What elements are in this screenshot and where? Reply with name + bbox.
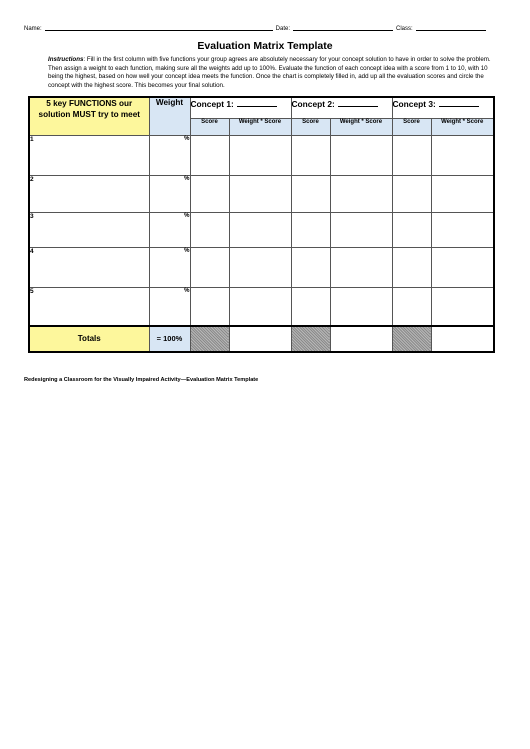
shaded-cell	[291, 326, 330, 352]
row-number: 3	[30, 213, 34, 220]
functions-header: 5 key FUNCTIONS our solution MUST try to meet	[29, 97, 149, 136]
function-cell[interactable]	[29, 176, 149, 213]
score-cell[interactable]	[291, 248, 330, 288]
score-cell[interactable]	[291, 176, 330, 213]
weight-header: Weight	[149, 97, 190, 136]
table-row	[29, 213, 494, 248]
percent-sign: %	[184, 213, 190, 219]
weight-score-cell[interactable]	[330, 213, 392, 248]
weight-score-cell[interactable]	[229, 176, 291, 213]
concept-2-weight-score-header: Weight * Score	[330, 119, 392, 136]
score-cell[interactable]	[392, 248, 431, 288]
page-title: Evaluation Matrix Template	[197, 40, 333, 52]
instructions	[48, 56, 500, 90]
weight-score-cell[interactable]	[330, 136, 392, 176]
row-number: 5	[30, 288, 34, 295]
percent-sign: %	[184, 176, 190, 182]
class-label: Class:	[396, 26, 413, 32]
shaded-cell	[190, 326, 229, 352]
name-label: Name:	[24, 26, 42, 32]
totals-row	[29, 326, 494, 352]
concept-1-weight-score-header: Weight * Score	[229, 119, 291, 136]
weight-score-cell[interactable]	[431, 248, 494, 288]
concept-1-score-header: Score	[190, 119, 229, 136]
concept-1-label: Concept 1:	[190, 99, 234, 109]
score-cell[interactable]	[291, 288, 330, 326]
score-cell[interactable]	[392, 213, 431, 248]
table-row	[29, 176, 494, 213]
concept-3-header[interactable]	[392, 97, 494, 119]
weight-score-cell[interactable]	[229, 136, 291, 176]
instructions-label: Instructions	[48, 56, 84, 63]
table-row	[29, 136, 494, 176]
score-cell[interactable]	[291, 213, 330, 248]
evaluation-matrix	[28, 96, 495, 353]
header-fields	[24, 24, 494, 32]
weight-score-cell[interactable]	[229, 288, 291, 326]
table-row	[29, 248, 494, 288]
score-cell[interactable]	[190, 288, 229, 326]
score-cell[interactable]	[190, 248, 229, 288]
score-cell[interactable]	[190, 213, 229, 248]
class-field[interactable]	[416, 24, 486, 31]
instructions-text: : Fill in the first column with five functions your group agrees are absolutely necessary for your concept solution to have in order to solve the problem. Then assign a weight to each function, making sure all the weights add up to 100%. Evaluate the function of each concept idea with a score from 1 to 10, with 10 being the highest, based on how well your concept idea meets the function. Once the chart is completely filled in, add up all the evaluation scores and circle the concept with the highest score. This becomes your final solution.	[48, 56, 491, 89]
score-cell[interactable]	[190, 176, 229, 213]
totals-label: Totals	[29, 326, 149, 352]
name-field[interactable]	[45, 24, 273, 31]
date-label: Date:	[275, 26, 291, 32]
row-number: 4	[30, 248, 34, 255]
score-cell[interactable]	[392, 288, 431, 326]
percent-sign: %	[184, 288, 190, 294]
concept-3-label: Concept 3:	[392, 99, 436, 109]
concept-1-header[interactable]	[190, 97, 291, 119]
concept-3-weight-score-header: Weight * Score	[431, 119, 494, 136]
weight-score-cell[interactable]	[330, 248, 392, 288]
function-cell[interactable]	[29, 136, 149, 176]
weight-cell[interactable]	[149, 176, 190, 213]
weight-score-cell[interactable]	[431, 176, 494, 213]
score-cell[interactable]	[392, 176, 431, 213]
concept-2-score-header: Score	[291, 119, 330, 136]
row-number: 1	[30, 136, 34, 143]
concept-3-score-header: Score	[392, 119, 431, 136]
weight-score-cell[interactable]	[431, 288, 494, 326]
footer-caption: Redesigning a Classroom for the Visually Impaired Activity—Evaluation Matrix Template	[24, 377, 259, 383]
weight-cell[interactable]	[149, 136, 190, 176]
shaded-cell	[392, 326, 431, 352]
score-cell[interactable]	[190, 136, 229, 176]
weight-score-cell[interactable]	[330, 176, 392, 213]
concept-1-name-blank[interactable]	[237, 98, 277, 107]
concept-3-total-cell[interactable]	[431, 326, 494, 352]
totals-weight: = 100%	[149, 326, 190, 352]
concept-2-label: Concept 2:	[291, 99, 335, 109]
table-row	[29, 288, 494, 326]
function-cell[interactable]	[29, 213, 149, 248]
row-number: 2	[30, 176, 34, 183]
concept-2-header[interactable]	[291, 97, 392, 119]
weight-cell[interactable]	[149, 248, 190, 288]
weight-cell[interactable]	[149, 288, 190, 326]
score-cell[interactable]	[392, 136, 431, 176]
percent-sign: %	[184, 248, 190, 254]
weight-score-cell[interactable]	[229, 248, 291, 288]
score-cell[interactable]	[291, 136, 330, 176]
weight-cell[interactable]	[149, 213, 190, 248]
concept-2-name-blank[interactable]	[338, 98, 378, 107]
percent-sign: %	[184, 136, 190, 142]
date-field[interactable]	[293, 24, 393, 31]
concept-2-total-cell[interactable]	[330, 326, 392, 352]
concept-1-total-cell[interactable]	[229, 326, 291, 352]
concept-3-name-blank[interactable]	[439, 98, 479, 107]
weight-score-cell[interactable]	[431, 136, 494, 176]
function-cell[interactable]	[29, 248, 149, 288]
weight-score-cell[interactable]	[330, 288, 392, 326]
weight-score-cell[interactable]	[229, 213, 291, 248]
function-cell[interactable]	[29, 288, 149, 326]
weight-score-cell[interactable]	[431, 213, 494, 248]
